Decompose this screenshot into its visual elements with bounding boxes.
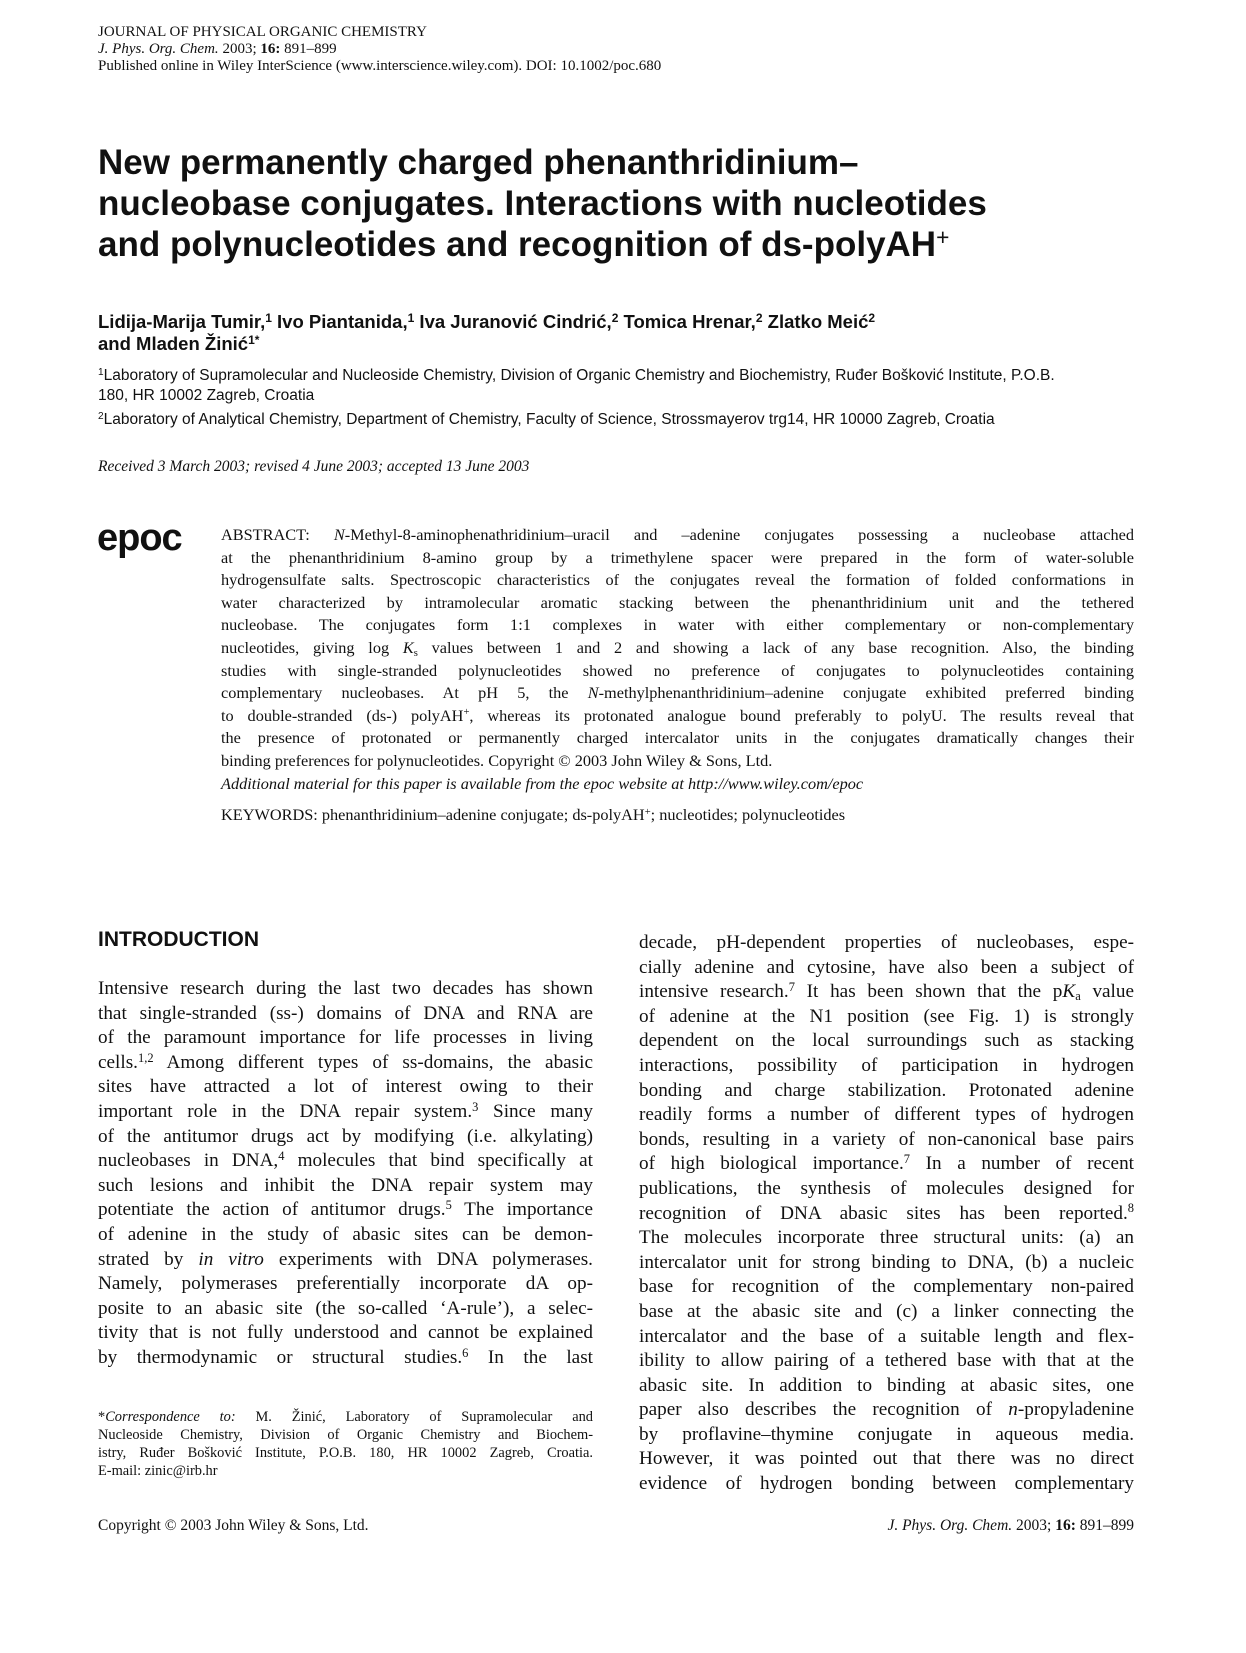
abstract: ABSTRACT: N-Methyl-8-aminophenathridinium–uracil and –adenine conjugates possessing a nucleobase attached at the phenanthridinium 8-amino group by a trimethylene spacer were prepared in the form of water-soluble hydrogensulfate salts. Spectroscopic characteristics of the conjugates reveal the formation of folded conformations in water characterized by intramolecular aromatic stacking between the phenanthridinium unit and the tethered nucleobase. The conjugates form 1:1 complexes in water with either complementary or non-complementary nucleotides, giving $\log K_s$ values between 1 and 2 and showing a lack of any base recognition. Also, the binding studies with single-stranded polynucleotides showed no preference of conjugates to polynucleotides containing complementary nucleobases. At pH 5, the N-methylphenanthridinium–adenine conjugate exhibited preferred binding to double-stranded (ds-) polyAH+, whereas its protonated analogue bound preferably to polyU. The results reveal that the presence of protonated or permanently charged intercalator units in the conjugates dramatically changes their binding preferences for polynucleotides. Copyright © 2003 John Wiley & Sons, Ltd. Additional material for this paper is available from the epoc website at http://www.wiley.com/epoc — [221, 524, 1134, 795]
published-online-line: Published online in Wiley InterScience (www.interscience.wiley.com). DOI: 10.1002/poc.680 — [98, 58, 662, 74]
footer-copyright: Copyright © 2003 John Wiley & Sons, Ltd. — [98, 1517, 369, 1534]
journal-name: JOURNAL OF PHYSICAL ORGANIC CHEMISTRY — [98, 24, 427, 40]
article-title: New permanently charged phenanthridinium– nucleobase conjugates. Interactions with nucleotides and polynucleotides and recognition of ds-polyAH+ — [98, 143, 987, 264]
affiliation-1: $^1$Laboratory of Supramolecular and Nucleoside Chemistry, Division of Organic Chemistry and Biochemistry, Ruđer Bošković Institute, P.O.B. 180, HR 10002 Zagreb, Croatia — [98, 366, 1055, 404]
epoc-logo: epoc — [97, 517, 182, 559]
body-column-left: Intensive research during the last two decades has shown that single-stranded (ss-) domains of DNA and RNA are of the paramount importance for life processes in living cells.$^{1,2}$ Among different types of ss-domains, the abasic sites have attracted a lot of interest owing to their important role in the DNA repair system.$^3$ Since many of the antitumor drugs act by modifying (i.e. alkylating) nucleobases in DNA,$^4$ molecules that bind specifically at such lesions and inhibit the DNA repair system may potentiate the action of antitumor drugs.$^5$ The importance of adenine in the study of abasic sites can be demon- strated by in vitro experiments with DNA polymerases. Namely, polymerases preferentially incorporate dA op- posite to an abasic site (the so-called ‘A-rule’), a selec- tivity that is not fully understood and cannot be explained by thermodynamic or structural studies.$^6$ In the last — [98, 978, 594, 1368]
footer-citation: J. Phys. Org. Chem. 2003; 16: 891–899 — [887, 1517, 1134, 1534]
citation-line: J. Phys. Org. Chem. 2003; 16: 891–899 — [98, 41, 337, 57]
section-heading-introduction: INTRODUCTION — [98, 928, 259, 951]
body-column-right: decade, pH-dependent properties of nucleobases, espe- cially adenine and cytosine, have also been a subject of intensive research.$^7$ It has been shown that the $pK_a$ value of adenine at the N1 position (see Fig. 1) is strongly dependent on the local surroundings such as stacking interactions, possibility of participation in hydrogen bonding and charge stabilization. Protonated adenine readily forms a number of different types of hydrogen bonds, resulting in a variety of non-canonical base pairs of high biological importance.$^7$ In a number of recent publications, the synthesis of molecules designed for recognition of DNA abasic sites has been reported.$^8$ The molecules incorporate three structural units: (a) an intercalator unit for strong binding to DNA, (b) a nucleic base for recognition of the complementary non-paired base at the abasic site and (c) a linker connecting the intercalator and the base of a suitable length and flex- ibility to allow pairing of a tethered base with that at the abasic site. In addition to binding at abasic sites, one paper also describes the recognition of n-propyladenine by proflavine–thymine conjugate in aqueous media. However, it was pointed out that there was no direct evidence of hydrogen bonding between complementary — [639, 932, 1134, 1495]
running-header — [98, 24, 661, 75]
correspondence-footnote: *Correspondence to: M. Žinić, Laboratory of Supramolecular and Nucleoside Chemistry, Division of Organic Chemistry and Biochem- istry, Ruđer Bošković Institute, P.O.B. 180, HR 10002 Zagreb, Croatia. E-mail: zinic@irb.hr — [98, 1409, 593, 1479]
received-dates: Received 3 March 2003; revised 4 June 2003; accepted 13 June 2003 — [98, 458, 530, 475]
additional-material-note: Additional material for this paper is available from the epoc website at http://www.wiley.com/epoc — [221, 773, 864, 793]
author-list: Lidija-Marija Tumir,$^1$ Ivo Piantanida,$^1$ Iva Juranović Cindrić,$^2$ Tomica Hrenar,$^2$ Zlatko Meić$^2$ and Mladen Žinić$^{1*}$ — [98, 311, 876, 354]
affiliation-2: $^2$Laboratory of Analytical Chemistry, Department of Chemistry, Faculty of Science, Strossmayerov trg14, HR 10000 Zagreb, Croatia — [98, 410, 995, 428]
correspondence-email: E-mail: zinic@irb.hr — [98, 1463, 218, 1479]
keywords: KEYWORDS: phenanthridinium–adenine conjugate; ds-polyAH+; nucleotides; polynucleotides — [221, 805, 846, 824]
